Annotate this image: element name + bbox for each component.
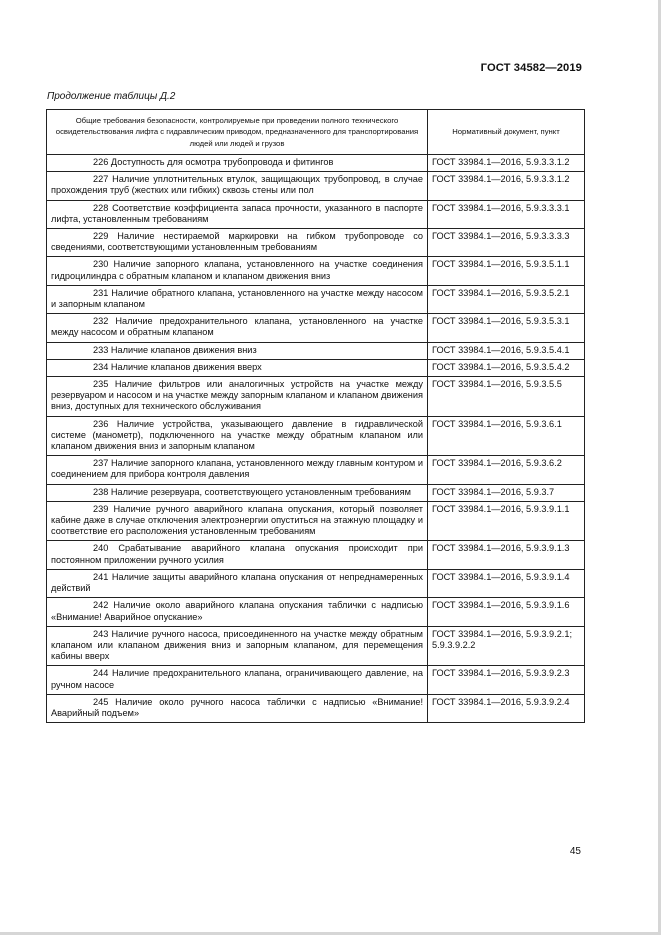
requirement-cell: 242 Наличие около аварийного клапана опускания таблички с надписью «Внимание! Аварийное опускание» xyxy=(47,598,428,626)
requirement-cell: 236 Наличие устройства, указывающего давление в гидравлической системе (манометр), подключенного на участке между обратным клапаном или клапаном движения вниз и запорным клапаном xyxy=(47,416,428,456)
table-row xyxy=(47,501,585,541)
normative-reference-cell: ГОСТ 33984.1—2016, 5.9.3.9.2.1; 5.9.3.9.2.2 xyxy=(428,626,585,666)
normative-reference-cell: ГОСТ 33984.1—2016, 5.9.3.9.1.4 xyxy=(428,569,585,597)
requirement-cell: 245 Наличие около ручного насоса таблички с надписью «Внимание! Аварийный подъем» xyxy=(47,694,428,722)
requirement-cell: 244 Наличие предохранительного клапана, ограничивающего давление, на ручном насосе xyxy=(47,666,428,694)
normative-reference-cell: ГОСТ 33984.1—2016, 5.9.3.5.2.1 xyxy=(428,285,585,313)
document-code: ГОСТ 34582—2019 xyxy=(480,62,582,74)
requirement-cell: 239 Наличие ручного аварийного клапана опускания, который позволяет кабине даже в случае отключения электроэнергии опуститься на этажную площадку и соответствие его расположения установленным требованиям xyxy=(47,501,428,541)
normative-reference-cell: ГОСТ 33984.1—2016, 5.9.3.5.3.1 xyxy=(428,314,585,342)
requirement-cell: 234 Наличие клапанов движения вверх xyxy=(47,359,428,376)
table-row xyxy=(47,285,585,313)
table-continuation-label: Продолжение таблицы Д.2 xyxy=(47,91,176,102)
table-row xyxy=(47,377,585,417)
normative-reference-cell: ГОСТ 33984.1—2016, 5.9.3.9.1.1 xyxy=(428,501,585,541)
requirements-table xyxy=(46,109,585,723)
table-row xyxy=(47,155,585,172)
normative-reference-cell: ГОСТ 33984.1—2016, 5.9.3.3.3.1 xyxy=(428,200,585,228)
table-row xyxy=(47,541,585,569)
table-row xyxy=(47,666,585,694)
normative-reference-cell: ГОСТ 33984.1—2016, 5.9.3.6.2 xyxy=(428,456,585,484)
table-body xyxy=(47,155,585,723)
normative-reference-cell: ГОСТ 33984.1—2016, 5.9.3.6.1 xyxy=(428,416,585,456)
requirement-cell: 240 Срабатывание аварийного клапана опускания происходит при постоянном приложении ручного усилия xyxy=(47,541,428,569)
requirement-cell: 230 Наличие запорного клапана, установленного на участке соединения гидроцилиндра с обратным клапаном и клапаном движения вниз xyxy=(47,257,428,285)
normative-reference-cell: ГОСТ 33984.1—2016, 5.9.3.7 xyxy=(428,484,585,501)
table-row xyxy=(47,569,585,597)
table-row xyxy=(47,342,585,359)
requirement-cell: 226 Доступность для осмотра трубопровода и фитингов xyxy=(47,155,428,172)
normative-reference-cell: ГОСТ 33984.1—2016, 5.9.3.9.1.3 xyxy=(428,541,585,569)
requirement-cell: 238 Наличие резервуара, соответствующего установленным требованиям xyxy=(47,484,428,501)
column-header-normative-document: Нормативный документ, пункт xyxy=(428,110,585,155)
normative-reference-cell: ГОСТ 33984.1—2016, 5.9.3.9.2.3 xyxy=(428,666,585,694)
page-number: 45 xyxy=(569,846,581,857)
requirement-cell: 227 Наличие уплотнительных втулок, защищающих трубопровод, в случае прохождения труб (жестких или гибких) сквозь стены или пол xyxy=(47,172,428,200)
table-row xyxy=(47,229,585,257)
table-row xyxy=(47,172,585,200)
requirement-cell: 231 Наличие обратного клапана, установленного на участке между насосом и запорным клапаном xyxy=(47,285,428,313)
normative-reference-cell: ГОСТ 33984.1—2016, 5.9.3.5.4.1 xyxy=(428,342,585,359)
requirement-cell: 233 Наличие клапанов движения вниз xyxy=(47,342,428,359)
requirement-cell: 237 Наличие запорного клапана, установленного между главным контуром и соединением для прибора контроля давления xyxy=(47,456,428,484)
requirement-cell: 232 Наличие предохранительного клапана, установленного на участке между насосом и обратным клапаном xyxy=(47,314,428,342)
table-row xyxy=(47,456,585,484)
table-row xyxy=(47,694,585,722)
table-header-row xyxy=(47,110,585,155)
normative-reference-cell: ГОСТ 33984.1—2016, 5.9.3.5.4.2 xyxy=(428,359,585,376)
normative-reference-cell: ГОСТ 33984.1—2016, 5.9.3.3.3.3 xyxy=(428,229,585,257)
normative-reference-cell: ГОСТ 33984.1—2016, 5.9.3.5.5 xyxy=(428,377,585,417)
table-row xyxy=(47,257,585,285)
normative-reference-cell: ГОСТ 33984.1—2016, 5.9.3.3.1.2 xyxy=(428,172,585,200)
table-row xyxy=(47,484,585,501)
normative-reference-cell: ГОСТ 33984.1—2016, 5.9.3.9.2.4 xyxy=(428,694,585,722)
table-row xyxy=(47,200,585,228)
normative-reference-cell: ГОСТ 33984.1—2016, 5.9.3.5.1.1 xyxy=(428,257,585,285)
requirement-cell: 229 Наличие нестираемой маркировки на гибком трубопроводе со сведениями, соответствующими установленным требованиям xyxy=(47,229,428,257)
table-row xyxy=(47,416,585,456)
table-row xyxy=(47,598,585,626)
table-row xyxy=(47,359,585,376)
requirement-cell: 228 Соответствие коэффициента запаса прочности, указанного в паспорте лифта, установленным требованиям xyxy=(47,200,428,228)
normative-reference-cell: ГОСТ 33984.1—2016, 5.9.3.9.1.6 xyxy=(428,598,585,626)
requirement-cell: 241 Наличие защиты аварийного клапана опускания от непреднамеренных действий xyxy=(47,569,428,597)
requirement-cell: 243 Наличие ручного насоса, присоединенного на участке между обратным клапаном или клапаном движения вниз и запорным клапаном, для перемещения кабины вверх xyxy=(47,626,428,666)
table-row xyxy=(47,626,585,666)
column-header-requirements: Общие требования безопасности, контролируемые при проведении полного технического освидетельствования лифта с гидравлическим приводом, предназначенного для транспортирования людей или людей и грузов xyxy=(47,110,428,155)
normative-reference-cell: ГОСТ 33984.1—2016, 5.9.3.3.1.2 xyxy=(428,155,585,172)
requirement-cell: 235 Наличие фильтров или аналогичных устройств на участке между резервуаром и насосом и на участке между запорным клапаном и клапаном движения вниз, доступных для технического обслуживания xyxy=(47,377,428,417)
table-row xyxy=(47,314,585,342)
